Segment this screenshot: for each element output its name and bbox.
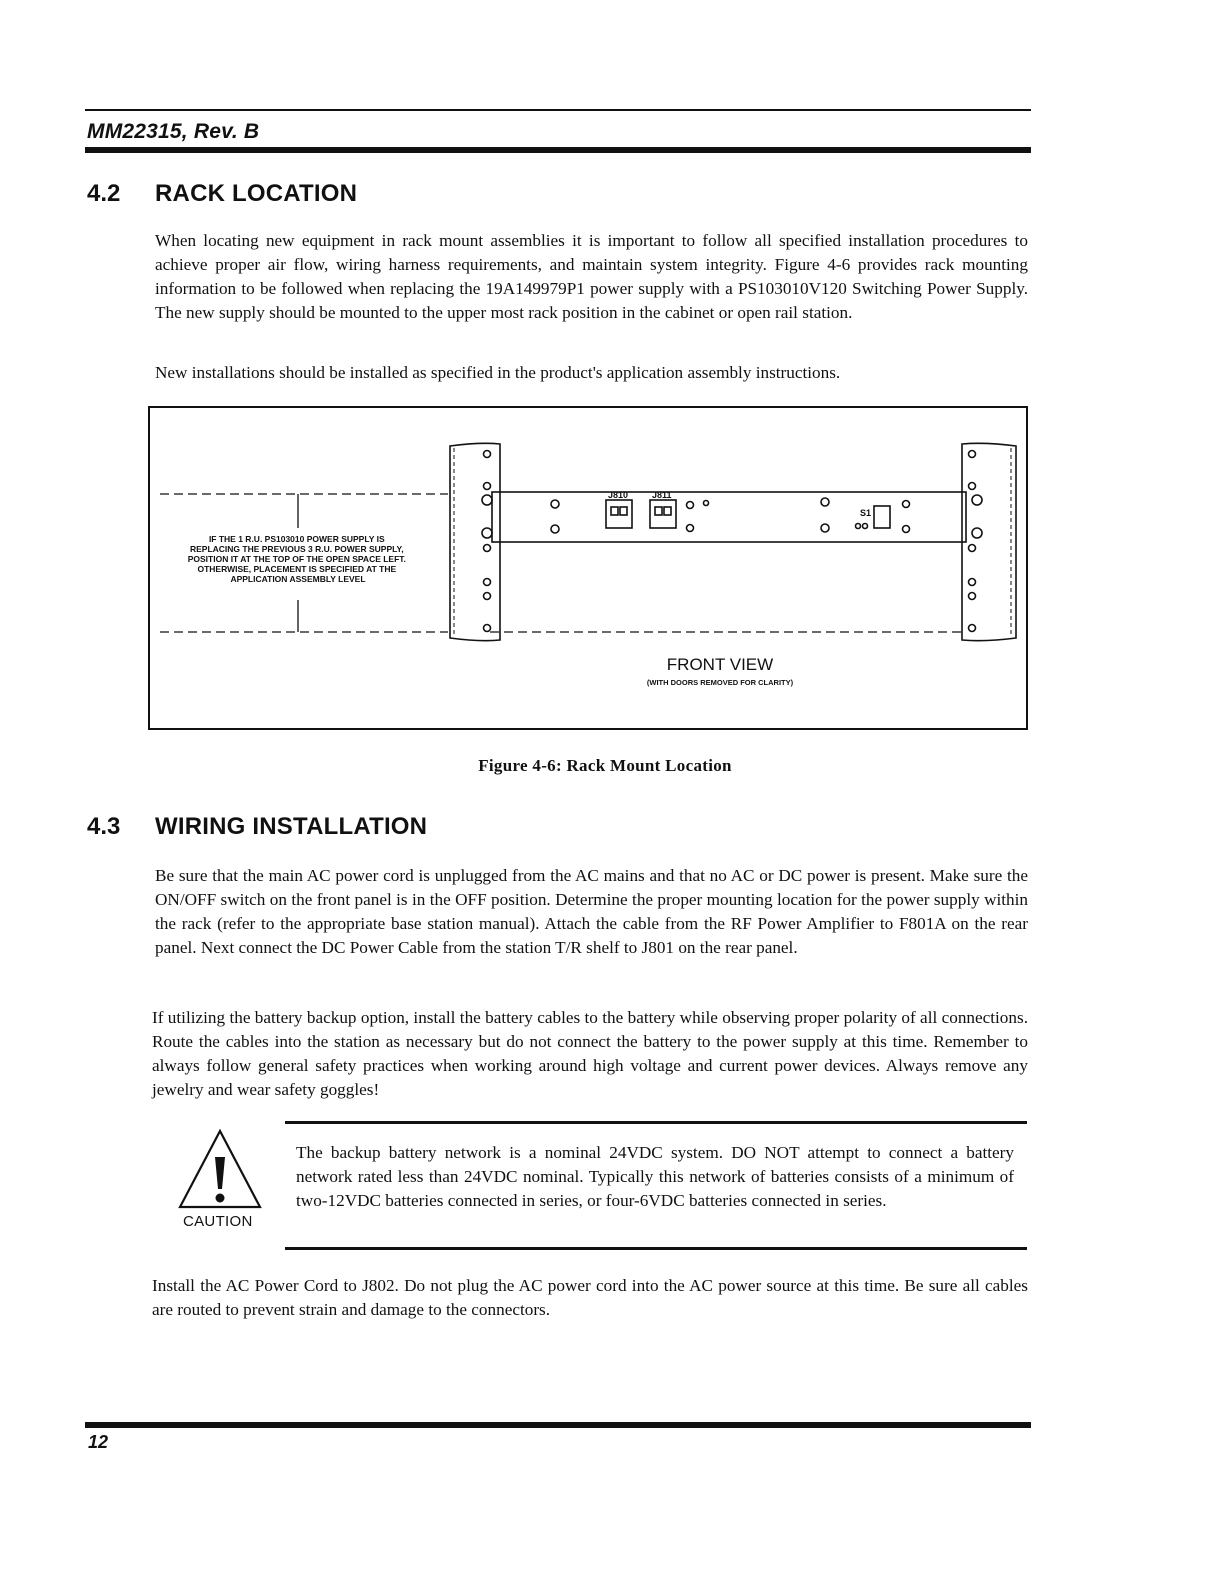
page-number: 12	[88, 1432, 109, 1452]
connector-label-j811: J811	[652, 490, 672, 500]
caution-label: CAUTION	[183, 1213, 253, 1230]
figure-caption: Figure 4-6: Rack Mount Location	[478, 756, 732, 775]
section-4-2-paragraph-1: When locating new equipment in rack mount assemblies it is important to follow all specified installation procedures to achieve proper air flow, wiring harness requirements, and maintain system integrity. Figure 4-6 provides rack mounting information to be followed when replacing the 19A149979P1 power supply with a PS103010V120 Switching Power Supply. The new supply should be mounted to the upper most rack position in the cabinet or open rail station.	[155, 231, 1028, 322]
rack-mount-figure	[148, 406, 1028, 730]
section-4-2-number: 4.2	[87, 180, 121, 207]
right-rack-rail	[962, 443, 1016, 640]
section-4-2-paragraph-2: New installations should be installed as specified in the product's application assembly instructions.	[155, 363, 841, 382]
front-view-label: FRONT VIEW	[666, 655, 774, 674]
connector-label-j810: J810	[608, 490, 629, 500]
section-4-3-title: WIRING INSTALLATION	[155, 813, 428, 840]
section-4-3-paragraph-3: Install the AC Power Cord to J802. Do not plug the AC power cord into the AC power source at this time. Be sure all cables are routed to prevent strain and damage to the connectors.	[152, 1276, 1028, 1319]
switch-label-s1: S1	[860, 508, 872, 518]
caution-rule-top	[285, 1121, 1027, 1124]
header-rule-thin	[85, 109, 1031, 111]
figure-note-line-4: OTHERWISE, PLACEMENT IS SPECIFIED AT THE	[197, 564, 397, 574]
svg-text:J810 J811 S1	[608, 490, 871, 518]
svg-text:IF THE 1 R.U. PS103010 POWER S	[188, 534, 409, 584]
figure-note-line-2: REPLACING THE PREVIOUS 3 R.U. POWER SUPPLY,	[189, 544, 404, 554]
figure-note-line-1: IF THE 1 R.U. PS103010 POWER SUPPLY IS	[208, 534, 385, 544]
figure-note-line-3: POSITION IT AT THE TOP OF THE OPEN SPACE LEFT.	[187, 554, 406, 564]
section-4-3-paragraph-1: Be sure that the main AC power cord is unplugged from the AC mains and that no AC or DC power is present. Make sure the ON/OFF switch on the front panel is in the OFF position. Determine the proper mounting location for the power supply within the rack (refer to the appropriate base station manual). Attach the cable from the RF Power Amplifier to F801A on the rear panel. Next connect the DC Power Cable from the station T/R shelf to J801 on the rear panel.	[155, 866, 1028, 957]
section-4-3-paragraph-2: If utilizing the battery backup option, install the battery cables to the battery while observing proper polarity of all connections. Route the cables into the station as necessary but do not connect the battery to the power supply at this time. Remember to always follow general safety practices when working around high voltage and current power devices. Always remove any jewelry and wear safety goggles!	[152, 1008, 1028, 1099]
power-supply-panel	[492, 492, 966, 542]
rack-mount-drawing	[150, 408, 1026, 728]
document-id: MM22315, Rev. B	[87, 120, 260, 143]
section-4-2-title: RACK LOCATION	[155, 180, 358, 207]
caution-rule-bottom	[285, 1247, 1027, 1250]
caution-text: The backup battery network is a nominal 24VDC system. DO NOT attempt to connect a battery network rated less than 24VDC nominal. Typically this network of batteries consists of a minimum of two-12VDC batteries connected in series, or four-6VDC batteries connected in series.	[296, 1143, 1014, 1210]
header-rule-thick	[85, 147, 1031, 153]
footer-rule	[85, 1422, 1031, 1428]
figure-note-line-5: APPLICATION ASSEMBLY LEVEL	[230, 574, 366, 584]
section-4-3-number: 4.3	[87, 813, 121, 840]
front-view-sublabel: (WITH DOORS REMOVED FOR CLARITY)	[646, 678, 794, 687]
